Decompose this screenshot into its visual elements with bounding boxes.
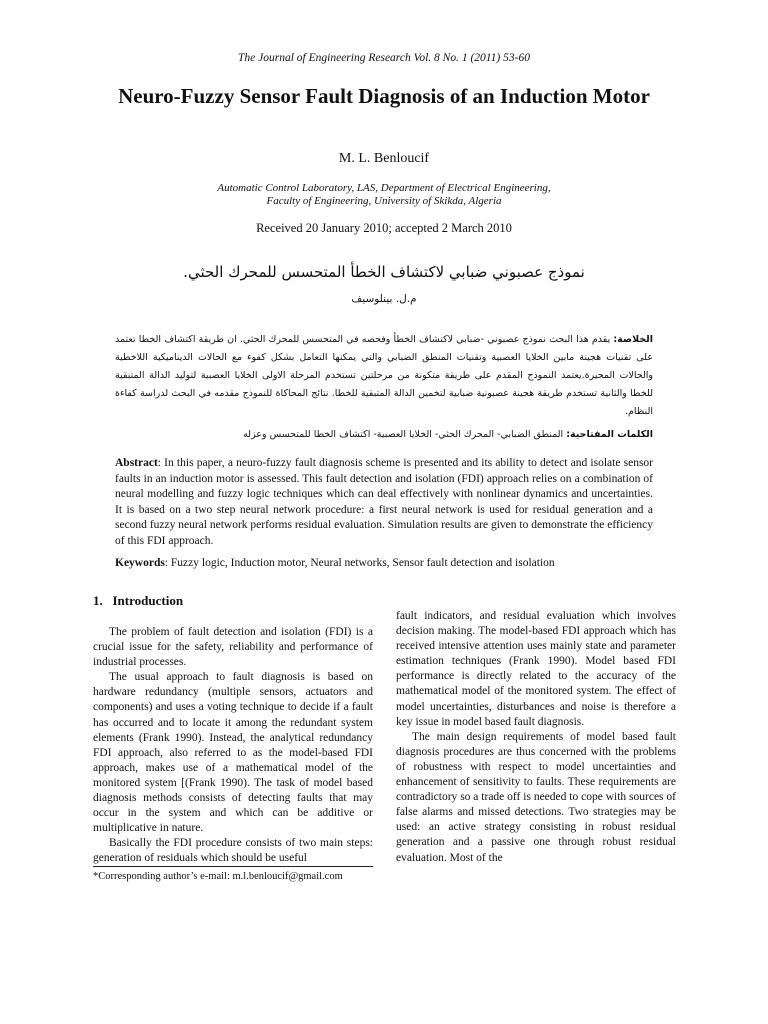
- received-dates: Received 20 January 2010; accepted 2 March 2010: [256, 221, 512, 235]
- footnote: *Corresponding author’s e-mail: m.l.benloucif@gmail.com: [93, 871, 343, 882]
- section-heading: [93, 593, 183, 609]
- body-paragraph: The problem of fault detection and isolation (FDI) is a crucial issue for the safety, reliability and performance of industrial processes.: [93, 626, 373, 669]
- section-number: 1.: [93, 593, 103, 608]
- arabic-author: م.ل. بينلوسيف: [351, 293, 417, 305]
- left-column: [93, 625, 373, 867]
- arabic-abstract: [115, 331, 653, 421]
- arabic-keywords-text: المنطق الضبابي- المحرك الحثي- الخلايا العصبية- اكتشاف الخطا للمتحسس وعزله: [243, 429, 564, 440]
- affiliation: [0, 182, 768, 208]
- abstract-label: Abstract: [115, 457, 158, 469]
- body-paragraph: The main design requirements of model based fault diagnosis procedures are thus concerned with the problems of robustness with respect to model uncertainties and enhancement of sensitivity to faults. These requirements are contradictory so a trade off is needed to cope with sources of false alarms and missed detections. Two strategies may be used: an active strategy consisting in robust residual generation and a passive one through robust residual evaluation. Most of the: [396, 730, 676, 864]
- arabic-keywords-label: الكلمات المفتاحية:: [566, 429, 653, 440]
- keywords: [115, 557, 653, 569]
- footnote-rule: [93, 866, 373, 867]
- journal-header: The Journal of Engineering Research Vol. 8 No. 1 (2011) 53-60: [238, 52, 530, 64]
- arabic-abstract-text: يقدم هذا البحث نموذج عصبوني -ضبابي لاكتشاف الخطأ وفحصه في المتحسس للمحرك الحثي. ان طريقة اكتشاف الخطا تعتمد على تقنيات هجينة مابين الخلايا العصبية وتقنيات المنطق الضبابي والتي يمكنها التعامل بشكل كفوء مع الحالات الديناميكية اللاخطية والحالات المحيرة.يعتمد النموذج المقدم على طريقة متكونة من مرحلتين تستخدم المرحلة الاولى الخلايا العصبية لتوليد الدالة المتبقية للخطا والثانية تستخدم طريقة هجينة عصبونية ضبابية لتخمين الدالة المتبقية للخطا. نتائج المحاكاة للنموذج مقدمه في البحث لدراسة كفاءة النظام.: [115, 334, 653, 417]
- section-title: Introduction: [112, 593, 184, 608]
- right-column: [396, 609, 676, 866]
- body-paragraph: fault indicators, and residual evaluation which involves decision making. The model-based FDI approach which has received intensive attention uses mainly state and parameter estimation techniques (Frank 1990). Model based FDI performance is directly related to the accuracy of the mathematical model of the monitored system. The effect of model uncertainties, disturbances and noise is therefore a key issue in model based fault diagnosis.: [396, 610, 676, 728]
- keywords-text: : Fuzzy logic, Induction motor, Neural networks, Sensor fault detection and isolation: [164, 557, 555, 569]
- arabic-title: نموذج عصبوني ضبابي لاكتشاف الخطأ المتحسس للمحرك الحثي.: [183, 263, 585, 281]
- body-paragraph: Basically the FDI procedure consists of two main steps: generation of residuals which should be useful: [93, 837, 373, 865]
- author-name: M. L. Benloucif: [338, 151, 430, 166]
- arabic-abstract-label: الخلاصة:: [613, 334, 653, 345]
- arabic-keywords: [115, 429, 653, 440]
- affiliation-line-2: Faculty of Engineering, University of Skikda, Algeria: [266, 195, 502, 207]
- abstract: [115, 456, 653, 550]
- paper-title: Neuro-Fuzzy Sensor Fault Diagnosis of an Induction Motor: [118, 84, 650, 108]
- keywords-label: Keywords: [115, 557, 165, 569]
- body-paragraph: The usual approach to fault diagnosis is based on hardware redundancy (multiple sensors, actuators and components) and uses a voting technique to decide if a fault has occurred and to locate it among the redundant system elements (Frank 1990). Instead, the analytical redundancy FDI approach, also referred to as the model-based FDI approach, makes use of a mathematical model of the monitored system [(Frank 1990). The task of model based diagnosis methods consists of detecting faults that may occur in the system and which can be additive or multiplicative in nature.: [93, 671, 373, 835]
- affiliation-line-1: Automatic Control Laboratory, LAS, Department of Electrical Engineering,: [217, 182, 551, 194]
- abstract-text: : In this paper, a neuro-fuzzy fault diagnosis scheme is presented and its ability to detect and isolate sensor faults in an induction motor is assessed. This fault detection and isolation (FDI) approach relies on a combination of neural modelling and fuzzy logic techniques which can deal effectively with nonlinear dynamics and uncertainties. It is based on a two step neural network procedure: a first neural network is used for residual generation and a second fuzzy neural network performs residual evaluation. Simulation results are given to demonstrate the efficiency of this FDI approach.: [115, 457, 653, 547]
